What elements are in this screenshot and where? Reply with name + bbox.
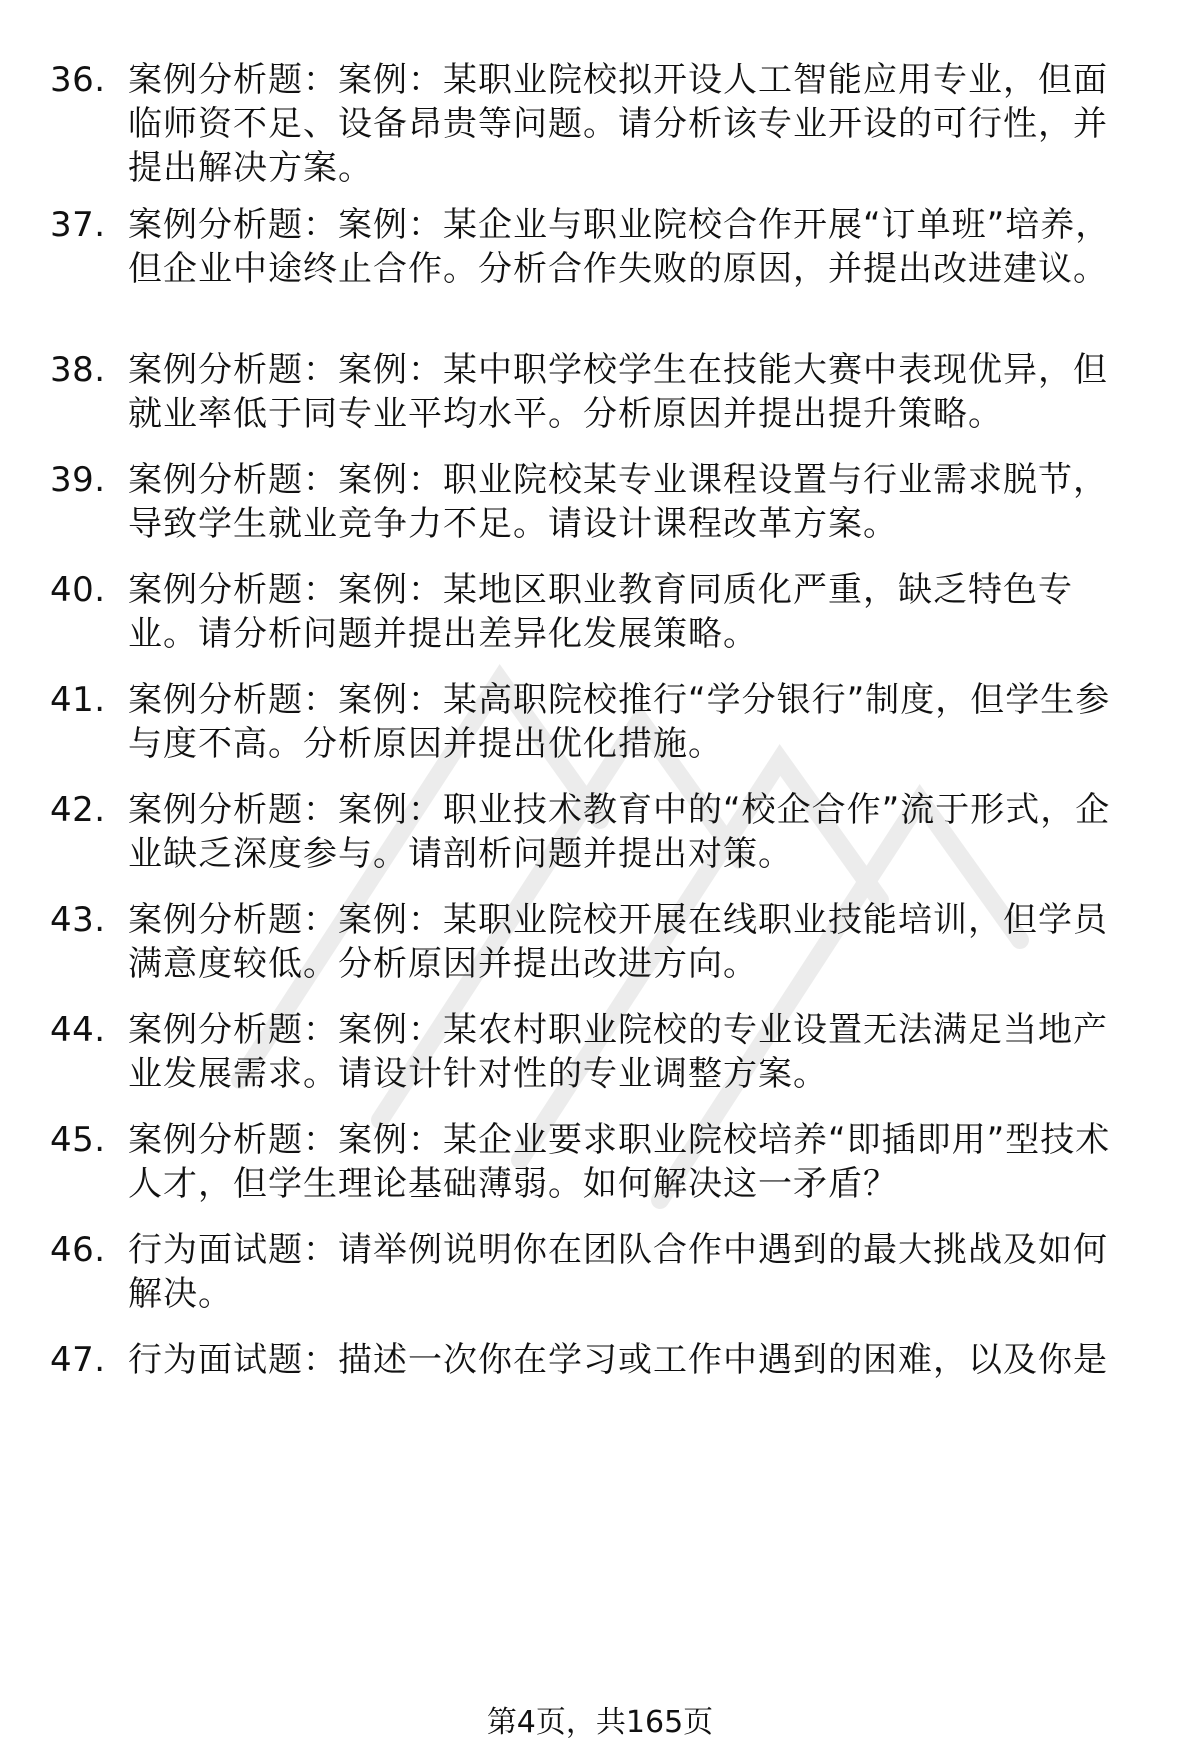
question-text: 案例分析题：案例：某地区职业教育同质化严重，缺乏特色专业。请分析问题并提出差异化发展策略。 (128, 570, 1073, 654)
question-item (50, 458, 1140, 568)
question-text: 案例分析题：案例：职业院校某专业课程设置与行业需求脱节，导致学生就业竞争力不足。请设计课程改革方案。 (128, 460, 1108, 544)
question-item (50, 898, 1140, 1008)
question-text: 案例分析题：案例：某职业院校拟开设人工智能应用专业，但面临师资不足、设备昂贵等问题。请分析该专业开设的可行性，并提出解决方案。 (128, 60, 1108, 188)
question-text: 案例分析题：案例：某企业与职业院校合作开展“订单班”培养，但企业中途终止合作。分析合作失败的原因，并提出改进建议。 (128, 205, 1111, 289)
question-number: 46. (50, 1230, 106, 1270)
question-item (50, 1228, 1140, 1338)
question-text: 行为面试题：描述一次你在学习或工作中遇到的困难，以及你是 (128, 1340, 1108, 1380)
question-number: 41. (50, 680, 106, 720)
question-number: 40. (50, 570, 106, 610)
question-text: 案例分析题：案例：某企业要求职业院校培养“即插即用”型技术人才，但学生理论基础薄弱。如何解决这一矛盾？ (128, 1120, 1111, 1204)
question-item (50, 678, 1140, 788)
question-item (50, 1118, 1140, 1228)
question-item (50, 1338, 1140, 1448)
question-text: 案例分析题：案例：某中职学校学生在技能大赛中表现优异，但就业率低于同专业平均水平。分析原因并提出提升策略。 (128, 350, 1108, 434)
question-item (50, 568, 1140, 678)
question-item (50, 58, 1140, 203)
question-text: 行为面试题：请举例说明你在团队合作中遇到的最大挑战及如何解决。 (128, 1230, 1108, 1314)
question-item (50, 203, 1140, 348)
question-text: 案例分析题：案例：某高职院校推行“学分银行”制度，但学生参与度不高。分析原因并提出优化措施。 (128, 680, 1111, 764)
question-number: 42. (50, 790, 106, 830)
question-text: 案例分析题：案例：某职业院校开展在线职业技能培训，但学员满意度较低。分析原因并提出改进方向。 (128, 900, 1108, 984)
question-number: 37. (50, 205, 106, 245)
question-number: 47. (50, 1340, 106, 1380)
question-number: 44. (50, 1010, 106, 1050)
question-list (50, 58, 1140, 1448)
question-number: 39. (50, 460, 106, 500)
question-item (50, 788, 1140, 898)
page-footer: 第4页，共165页 (486, 1705, 714, 1740)
question-number: 43. (50, 900, 106, 940)
question-text: 案例分析题：案例：职业技术教育中的“校企合作”流于形式，企业缺乏深度参与。请剖析问题并提出对策。 (128, 790, 1111, 874)
question-number: 36. (50, 60, 106, 100)
question-number: 38. (50, 350, 106, 390)
question-item (50, 348, 1140, 458)
question-item (50, 1008, 1140, 1118)
question-text: 案例分析题：案例：某农村职业院校的专业设置无法满足当地产业发展需求。请设计针对性的专业调整方案。 (128, 1010, 1108, 1094)
question-number: 45. (50, 1120, 106, 1160)
